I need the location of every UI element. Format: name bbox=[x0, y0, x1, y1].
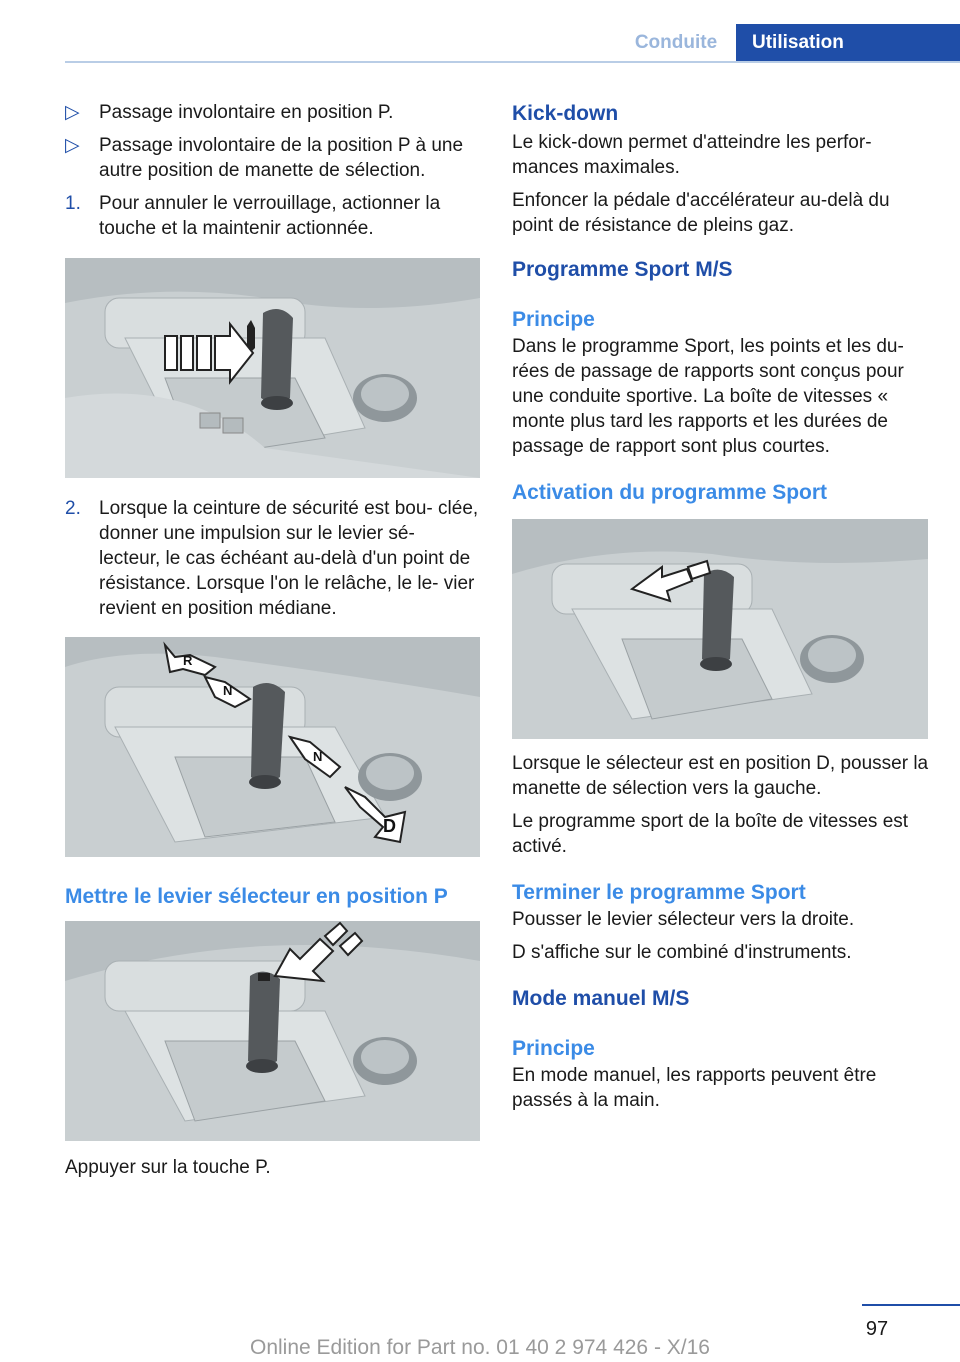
gear-selector-unlock-figure bbox=[65, 258, 480, 478]
triangle-bullet-icon: ▷ bbox=[65, 102, 80, 123]
paragraph: Le programme sport de la boîte de vitesses est activé. bbox=[512, 811, 909, 857]
section-heading-terminer: Terminer le programme Sport bbox=[512, 881, 806, 904]
section-heading-activation: Activation du programme Sport bbox=[512, 481, 828, 504]
sport-mode-figure bbox=[512, 519, 928, 739]
online-edition-footer: Online Edition for Part no. 01 40 2 974 426 - X/16 bbox=[250, 1336, 710, 1359]
list-item bbox=[65, 191, 480, 241]
section-heading-sport: Programme Sport M/S bbox=[512, 258, 733, 281]
left-column bbox=[65, 100, 480, 1188]
paragraph: Le kick-down permet d'atteindre les perfor‐ mances maximales. bbox=[512, 132, 872, 178]
paragraph: Lorsque le sélecteur est en position D, pousser la manette de sélection vers la gauche. bbox=[512, 753, 929, 799]
gear-selector-positions-figure bbox=[65, 637, 480, 857]
paragraph: En mode manuel, les rapports peuvent être passés à la main. bbox=[512, 1065, 877, 1111]
footer-rule bbox=[862, 1304, 960, 1306]
right-column bbox=[512, 100, 932, 1121]
list-item-text: Passage involontaire en position P. bbox=[99, 102, 394, 123]
gear-n-label-upper: N bbox=[223, 683, 233, 698]
subheading-principe: Principe bbox=[512, 1037, 595, 1060]
paragraph: Pousser le levier sélecteur vers la droite. bbox=[512, 909, 855, 930]
header-rule bbox=[65, 61, 960, 63]
list-item bbox=[65, 133, 480, 183]
paragraph: D s'affiche sur le combiné d'instruments. bbox=[512, 942, 852, 963]
paragraph: Enfoncer la pédale d'accélérateur au-delà du point de résistance de pleins gaz. bbox=[512, 190, 890, 236]
page-number: 97 bbox=[865, 1318, 889, 1340]
subheading-principe: Principe bbox=[512, 308, 595, 331]
list-item-text: Passage involontaire de la position P à une autre position de manette de sélection. bbox=[99, 135, 464, 181]
list-item-text: Pour annuler le verrouillage, actionner la touche et la maintenir actionnée. bbox=[99, 193, 441, 239]
step-number: 2. bbox=[65, 498, 81, 519]
list-item bbox=[65, 100, 480, 125]
step-number: 1. bbox=[65, 193, 81, 214]
tab-conduite[interactable]: Conduite bbox=[634, 32, 718, 53]
section-heading-manuel: Mode manuel M/S bbox=[512, 987, 690, 1010]
paragraph: Appuyer sur la touche P. bbox=[65, 1157, 271, 1178]
section-heading-kickdown: Kick-down bbox=[512, 102, 619, 125]
gear-d-label: D bbox=[383, 816, 396, 836]
gear-r-label: R bbox=[183, 653, 193, 668]
list-item-text: Lorsque la ceinture de sécurité est bou‐ clée, donner une impulsion sur le levier sé‐ lecteur, le cas échéant au-delà d'un point de résistance. Lorsque l'on le relâche, le le‐ vier revient en position médiane. bbox=[99, 498, 479, 619]
list-item bbox=[65, 496, 480, 621]
gear-n-label-lower: N bbox=[313, 749, 323, 764]
triangle-bullet-icon: ▷ bbox=[65, 135, 80, 156]
tab-utilisation[interactable]: Utilisation bbox=[736, 24, 960, 61]
paragraph: Dans le programme Sport, les points et les du‐ rées de passage de rapports sont conçus pour une conduite sportive. La boîte de vitesses « monte plus tard les rapports et les durées de passage de rapport sont plus courtes. bbox=[512, 336, 904, 457]
park-button-figure bbox=[65, 921, 480, 1141]
section-heading-park: Mettre le levier sélecteur en position P bbox=[65, 885, 448, 908]
